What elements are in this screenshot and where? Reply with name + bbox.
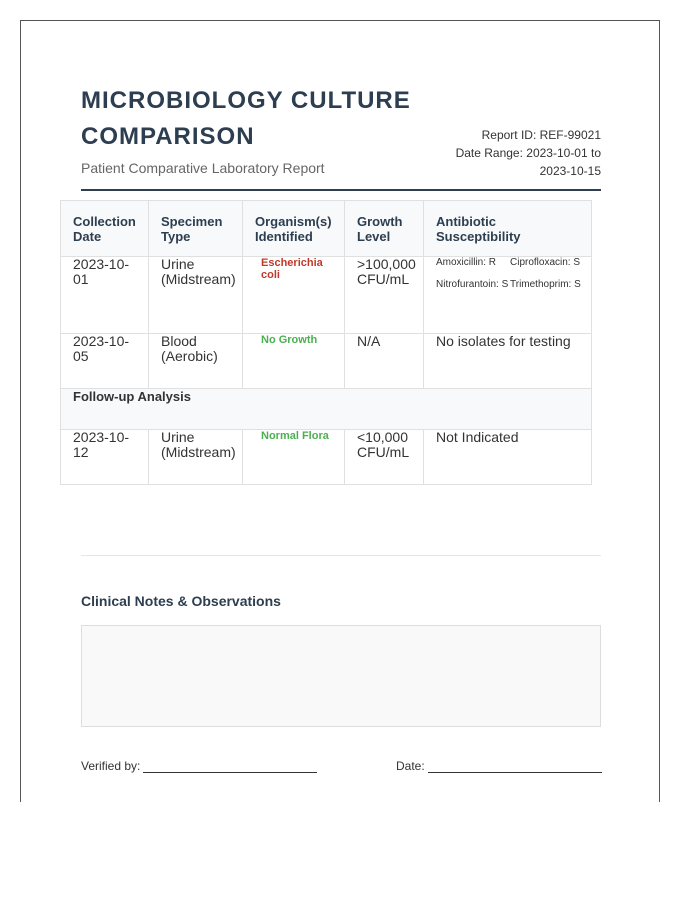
signature-date-label: Date: xyxy=(396,759,425,773)
susceptibility-cell: No isolates for testing xyxy=(424,334,592,389)
verified-by-label: Verified by: xyxy=(81,759,141,773)
verified-by-line[interactable] xyxy=(143,760,317,773)
growth-level-cell: N/A xyxy=(345,334,424,389)
report-header xyxy=(81,81,601,191)
section-label: Follow-up Analysis xyxy=(61,389,592,430)
page-title: MICROBIOLOGY CULTURE COMPARISON xyxy=(81,87,411,150)
table-header-row xyxy=(61,201,592,257)
column-header: Organism(s) Identified xyxy=(243,201,345,257)
organism-cell xyxy=(243,430,345,485)
organism-cell xyxy=(243,257,345,334)
clinical-notes-box[interactable] xyxy=(81,625,601,727)
organism-label: Normal Flora xyxy=(261,430,329,442)
table-row xyxy=(61,334,592,389)
column-header: Antibiotic Susceptibility xyxy=(424,201,592,257)
notes-title: Clinical Notes & Observations xyxy=(81,593,281,609)
section-row xyxy=(61,389,592,430)
susceptibility-item: Nitrofurantoin: S xyxy=(436,279,509,290)
page-subtitle: Patient Comparative Laboratory Report xyxy=(81,160,325,176)
organism-label: No Growth xyxy=(261,334,318,346)
table-row xyxy=(61,257,592,334)
growth-level-cell: >100,000 CFU/mL xyxy=(345,257,424,334)
susceptibility-item: Amoxicillin: R xyxy=(436,257,497,268)
section-divider xyxy=(81,555,601,556)
report-meta xyxy=(456,126,601,180)
organism-label: Escherichia coli xyxy=(261,257,323,281)
date-range-end: 2023-10-15 xyxy=(539,164,601,178)
signature-date-field xyxy=(396,759,602,773)
collection-date-cell: 2023-10-01 xyxy=(61,257,149,334)
susceptibility-grid xyxy=(436,257,579,291)
date-range: Date Range: 2023-10-01 to xyxy=(455,146,601,160)
susceptibility-item: Trimethoprim: S xyxy=(510,279,581,290)
collection-date-cell: 2023-10-12 xyxy=(61,430,149,485)
organism-cell xyxy=(243,334,345,389)
collection-date-cell: 2023-10-05 xyxy=(61,334,149,389)
specimen-type-cell: Urine (Midstream) xyxy=(149,257,243,334)
column-header: Collection Date xyxy=(61,201,149,257)
signature-date-line[interactable] xyxy=(428,760,602,773)
column-header: Growth Level xyxy=(345,201,424,257)
susceptibility-cell xyxy=(424,257,592,334)
susceptibility-item: Ciprofloxacin: S xyxy=(510,257,581,268)
column-header: Specimen Type xyxy=(149,201,243,257)
verified-by-field xyxy=(81,759,317,773)
growth-level-cell: <10,000 CFU/mL xyxy=(345,430,424,485)
table-row xyxy=(61,430,592,485)
susceptibility-cell: Not Indicated xyxy=(424,430,592,485)
culture-results-table xyxy=(60,200,592,485)
specimen-type-cell: Blood (Aerobic) xyxy=(149,334,243,389)
specimen-type-cell: Urine (Midstream) xyxy=(149,430,243,485)
report-id: Report ID: REF-99021 xyxy=(481,128,601,142)
